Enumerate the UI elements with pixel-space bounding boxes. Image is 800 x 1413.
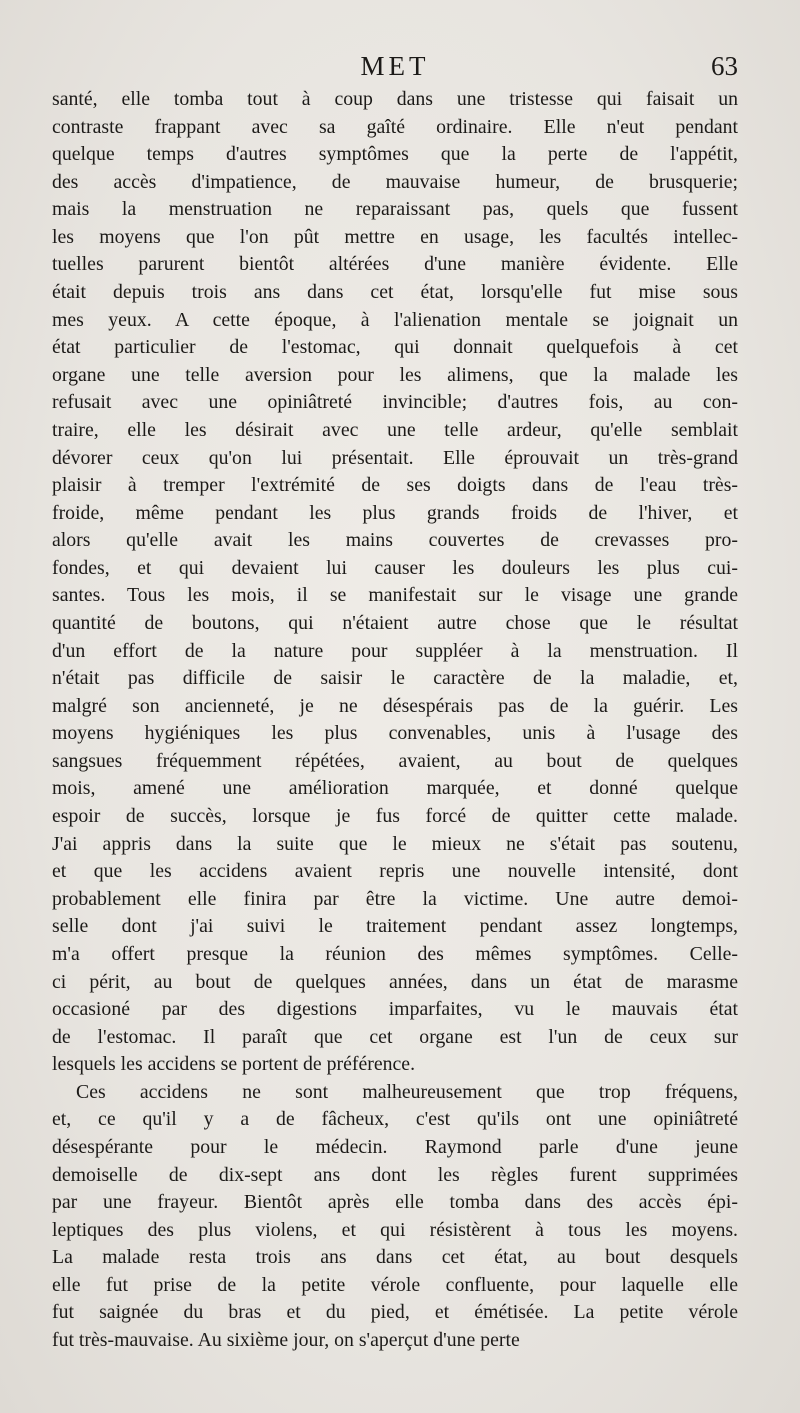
text-line: les moyens que l'on pût mettre en usage, les facultés intellec-: [52, 225, 738, 248]
text-line: selle dont j'ai suivi le traitement pendant assez longtemps,: [52, 915, 738, 938]
text-line: fondes, et qui devaient lui causer les douleurs les plus cui-: [52, 556, 738, 579]
text-line: ci périt, au bout de quelques années, dans un état de marasme: [52, 970, 738, 993]
text-line: mais la menstruation ne reparaissant pas, quels que fussent: [52, 198, 738, 221]
text-line: par une frayeur. Bientôt après elle tomba dans des accès épi-: [52, 1191, 738, 1214]
text-line: santé, elle tomba tout à coup dans une tristesse qui faisait un: [52, 88, 738, 110]
text-line: La malade resta trois ans dans cet état, au bout desquels: [52, 1246, 738, 1269]
text-line: désespérante pour le médecin. Raymond parle d'une jeune: [52, 1135, 738, 1158]
text-line: leptiques des plus violens, et qui résistèrent à tous les moyens.: [52, 1218, 738, 1241]
text-line: des accès d'impatience, de mauvaise humeur, de brusquerie;: [52, 170, 738, 193]
text-line: mois, amené une amélioration marquée, et donné quelque: [52, 777, 738, 800]
text-line: mes yeux. A cette époque, à l'alienation mentale se joignait un: [52, 308, 738, 331]
text-line: demoiselle de dix-sept ans dont les règles furent supprimées: [52, 1163, 738, 1186]
text-line: m'a offert presque la réunion des mêmes symptômes. Celle-: [52, 942, 738, 965]
text-line: J'ai appris dans la suite que le mieux ne s'était pas soutenu,: [52, 832, 738, 855]
text-line: sangsues fréquemment répétées, avaient, au bout de quelques: [52, 749, 738, 772]
text-line: elle fut prise de la petite vérole confluente, pour laquelle elle: [52, 1273, 738, 1296]
text-line: lesquels les accidens se portent de préférence.: [52, 1053, 416, 1076]
text-line: froide, même pendant les plus grands froids de l'hiver, et: [52, 501, 738, 524]
text-line: quelque temps d'autres symptômes que la perte de l'appétit,: [52, 143, 738, 166]
text-line: était depuis trois ans dans cet état, lorsqu'elle fut mise sous: [52, 281, 738, 304]
text-line: alors qu'elle avait les mains couvertes de crevasses pro-: [52, 529, 738, 552]
text-line: de l'estomac. Il paraît que cet organe est l'un de ceux sur: [52, 1025, 738, 1048]
text-line: dévorer ceux qu'on lui présentait. Elle éprouvait un très-grand: [52, 446, 738, 469]
text-line: organe une telle aversion pour les alimens, que la malade les: [52, 363, 738, 386]
text-line: état particulier de l'estomac, qui donnait quelquefois à cet: [52, 336, 738, 359]
text-line: et, ce qu'il y a de fâcheux, c'est qu'ils ont une opiniâtreté: [52, 1108, 738, 1131]
text-line: moyens hygiéniques les plus convenables, unis à l'usage des: [52, 722, 738, 745]
text-line: d'un effort de la nature pour suppléer à la menstruation. Il: [52, 639, 738, 662]
text-line: traire, elle les désirait avec une telle ardeur, qu'elle semblait: [52, 418, 738, 441]
text-line: tuelles parurent bientôt altérées d'une manière évidente. Elle: [52, 253, 738, 276]
text-line: fut très-mauvaise. Au sixième jour, on s'aperçut d'une perte: [52, 1329, 520, 1352]
text-line: plaisir à tremper l'extrémité de ses doigts dans de l'eau très-: [52, 474, 738, 497]
page-number: 63: [711, 51, 738, 81]
running-head: [52, 48, 738, 84]
text-line: occasioné par des digestions imparfaites, vu le mauvais état: [52, 998, 738, 1021]
text-line: santes. Tous les mois, il se manifestait sur le visage une grande: [52, 584, 738, 607]
body-text: [52, 86, 738, 1355]
text-line: refusait avec une opiniâtreté invincible; d'autres fois, au con-: [52, 391, 738, 414]
running-head-title: MET: [360, 51, 430, 81]
text-line: probablement elle finira par être la victime. Une autre demoi-: [52, 887, 738, 910]
text-line: quantité de boutons, qui n'étaient autre chose que le résultat: [52, 611, 738, 634]
text-line: espoir de succès, lorsque je fus forcé de quitter cette malade.: [52, 805, 738, 828]
text-line: fut saignée du bras et du pied, et émétisée. La petite vérole: [52, 1301, 738, 1324]
text-line: Ces accidens ne sont malheureusement que trop fréquens,: [76, 1080, 738, 1103]
text-line: contraste frappant avec sa gaîté ordinaire. Elle n'eut pendant: [52, 115, 738, 138]
text-line: et que les accidens avaient repris une nouvelle intensité, dont: [52, 860, 738, 883]
text-line: malgré son ancienneté, je ne désespérais pas de la guérir. Les: [52, 694, 738, 717]
text-line: n'était pas difficile de saisir le caractère de la maladie, et,: [52, 667, 738, 690]
